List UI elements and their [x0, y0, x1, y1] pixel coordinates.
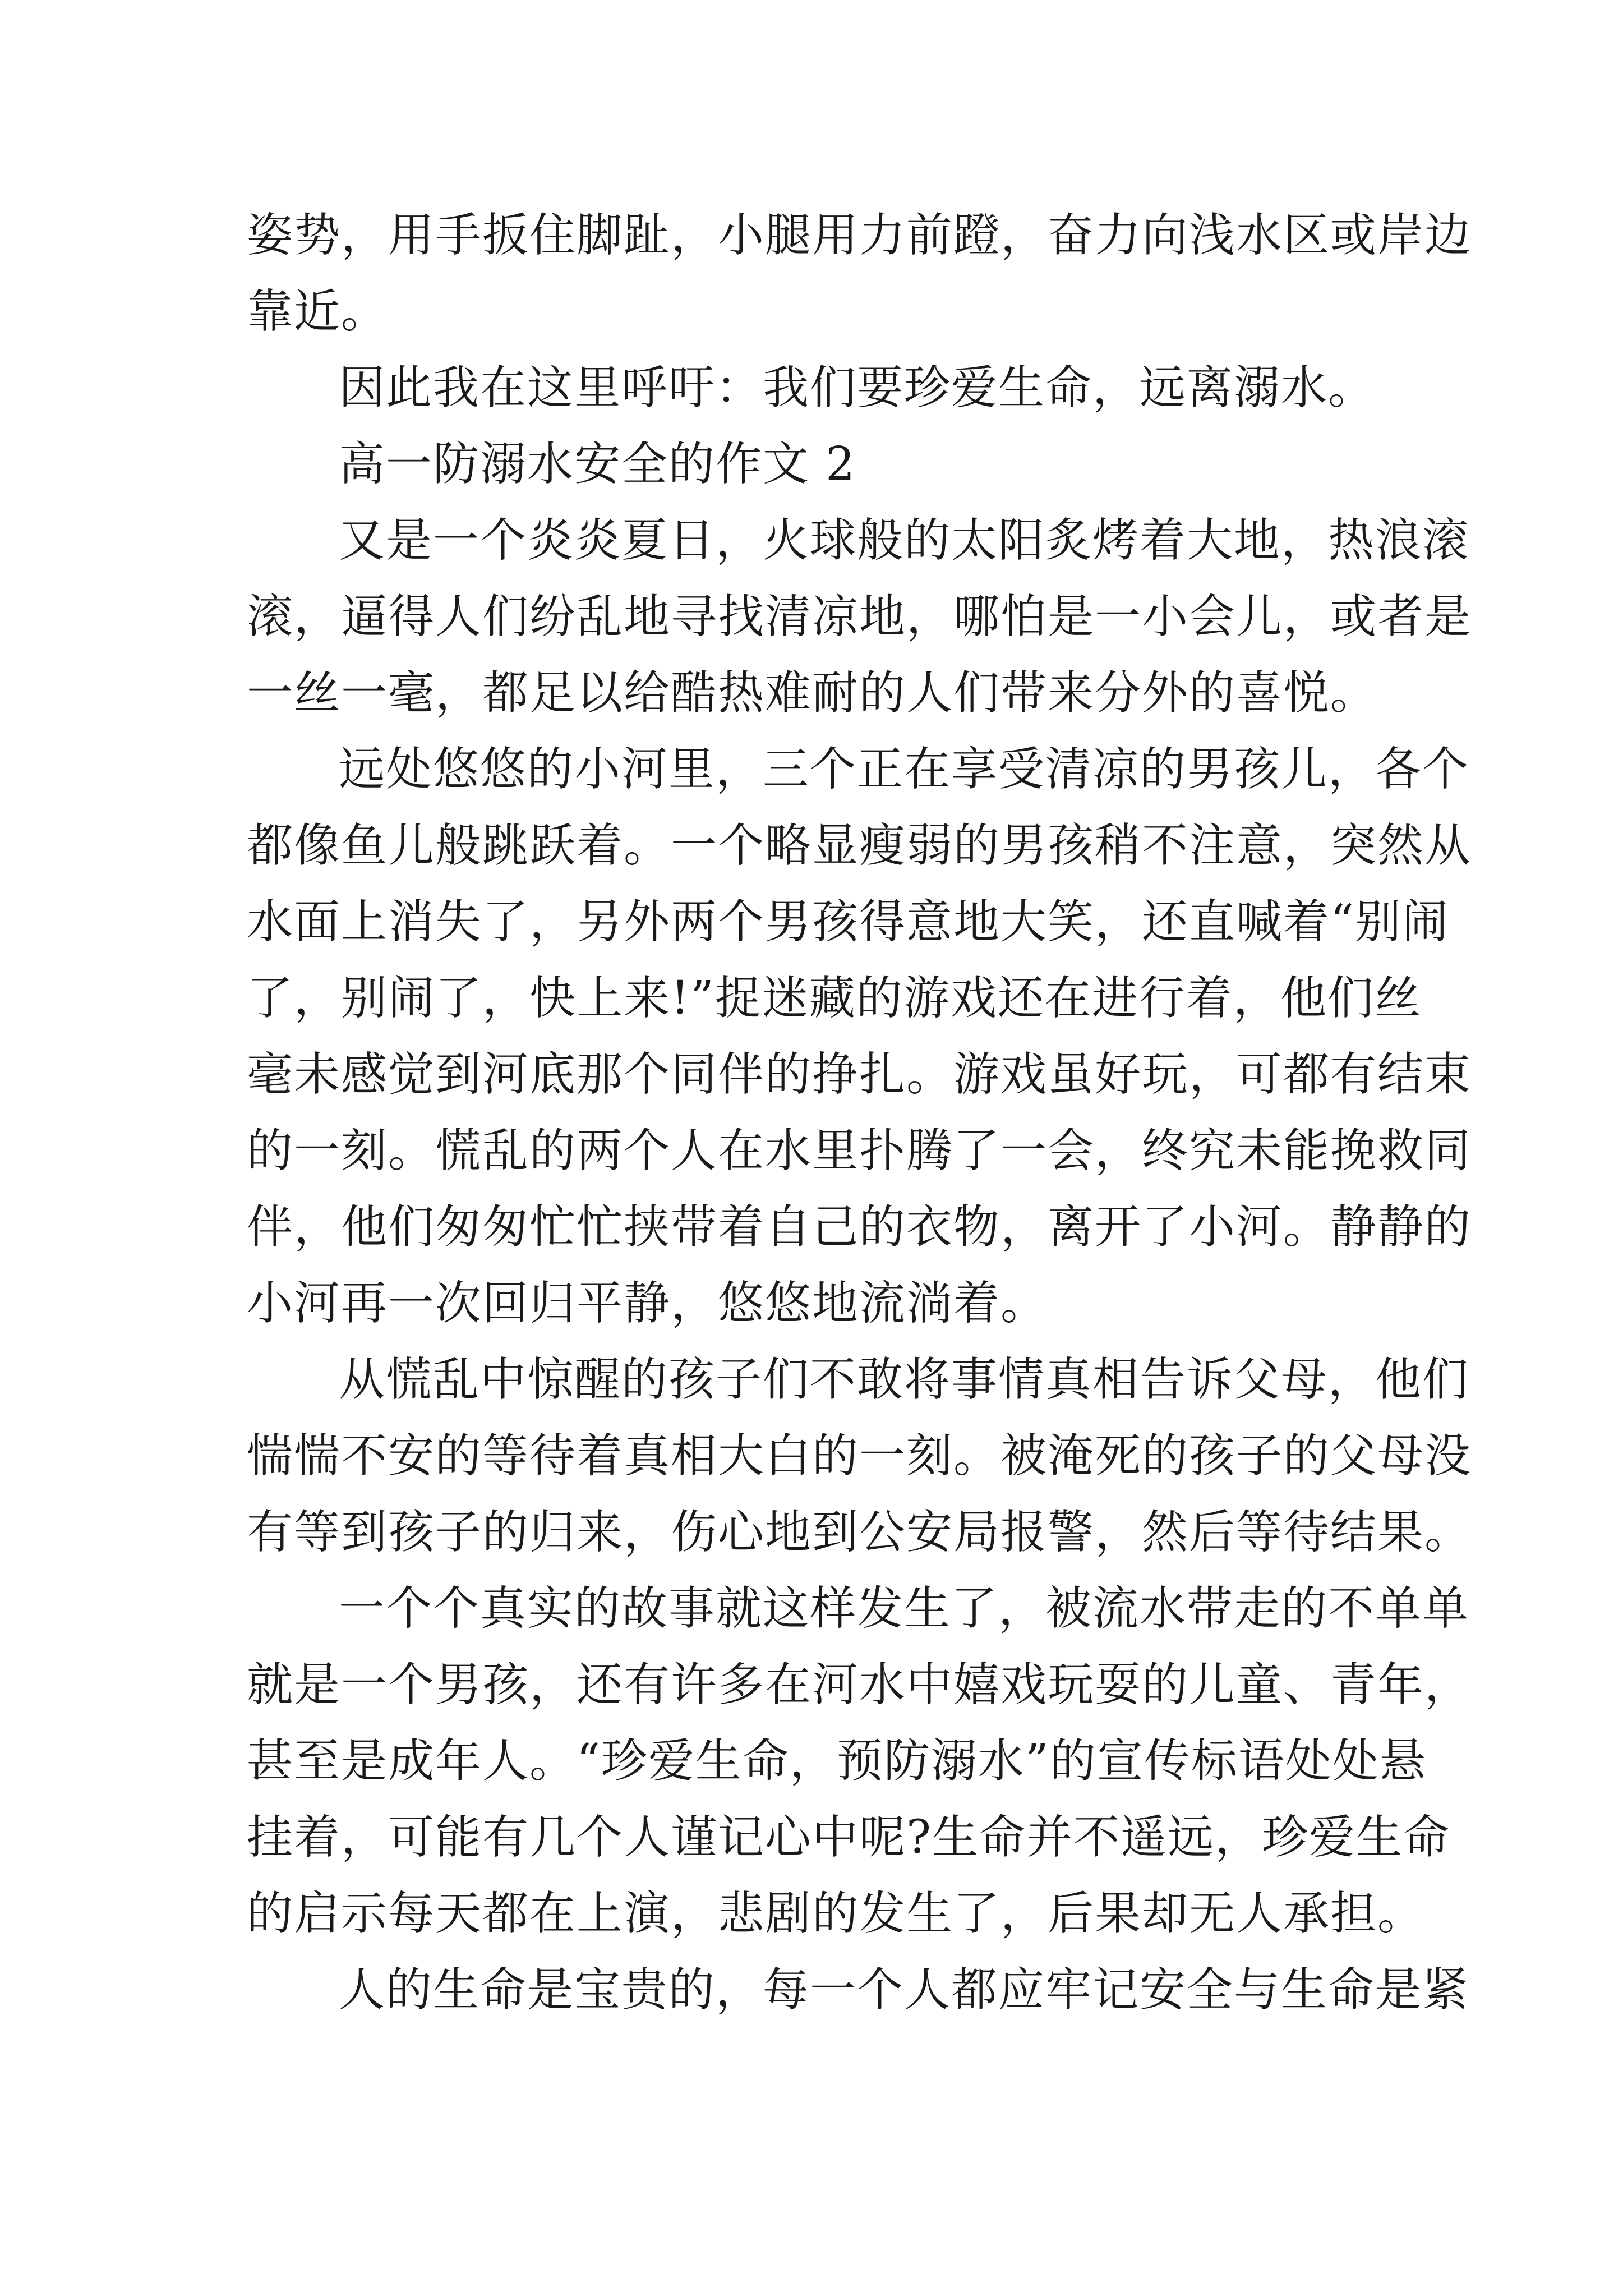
text-line: 了，别闹了，快上来!”捉迷藏的游戏还在进行着，他们丝	[247, 972, 1422, 1025]
text-line: 有等到孩子的归来，伤心地到公安局报警，然后等待结果。	[247, 1506, 1472, 1559]
text-line: 伴，他们匆匆忙忙挟带着自己的衣物，离开了小河。静静的	[247, 1200, 1472, 1254]
text-line: 滚，逼得人们纷乱地寻找清凉地，哪怕是一小会儿，或者是	[247, 590, 1472, 643]
text-line: 甚至是成年人。“珍爱生命，预防溺水”的宣传标语处处悬	[247, 1734, 1427, 1788]
text-line: 一丝一毫，都足以给酷热难耐的人们带来分外的喜悦。	[247, 666, 1378, 720]
text-line: 的启示每天都在上演，悲剧的发生了，后果却无人承担。	[247, 1887, 1425, 1940]
text-line: 小河再一次回归平静，悠悠地流淌着。	[247, 1277, 1048, 1330]
text-line: 水面上消失了，另外两个男孩得意地大笑，还直喊着“别闹	[247, 895, 1449, 949]
text-line: 人的生命是宝贵的，每一个人都应牢记安全与生命是紧	[339, 1963, 1470, 2017]
text-line: 远处悠悠的小河里，三个正在享受清凉的男孩儿，各个	[339, 743, 1470, 796]
text-line: 姿势，用手扳住脚趾，小腿用力前蹬，奋力向浅水区或岸边	[247, 209, 1472, 262]
text-line: 从慌乱中惊醒的孩子们不敢将事情真相告诉父母，他们	[339, 1353, 1470, 1406]
essay-body	[247, 197, 1472, 2028]
text-line: 又是一个炎炎夏日，火球般的太阳炙烤着大地，热浪滚	[339, 514, 1470, 567]
text-line: 惴惴不安的等待着真相大白的一刻。被淹死的孩子的父母没	[247, 1429, 1472, 1483]
text-line: 挂着，可能有几个人谨记心中呢?生命并不遥远，珍爱生命	[247, 1811, 1450, 1864]
text-line: 的一刻。慌乱的两个人在水里扑腾了一会，终究未能挽救同	[247, 1124, 1472, 1177]
text-line: 靠近。	[247, 285, 389, 338]
text-line: 一个个真实的故事就这样发生了，被流水带走的不单单	[339, 1582, 1470, 1635]
text-line: 毫未感觉到河底那个同伴的挣扎。游戏虽好玩，可都有结束	[247, 1048, 1472, 1101]
text-line: 都像鱼儿般跳跃着。一个略显瘦弱的男孩稍不注意，突然从	[247, 819, 1472, 872]
text-line: 因此我在这里呼吁：我们要珍爱生命，远离溺水。	[339, 361, 1376, 415]
text-line: 就是一个男孩，还有许多在河水中嬉戏玩耍的儿童、青年，	[247, 1658, 1472, 1711]
section-heading: 高一防溺水安全的作文 2	[339, 438, 856, 491]
